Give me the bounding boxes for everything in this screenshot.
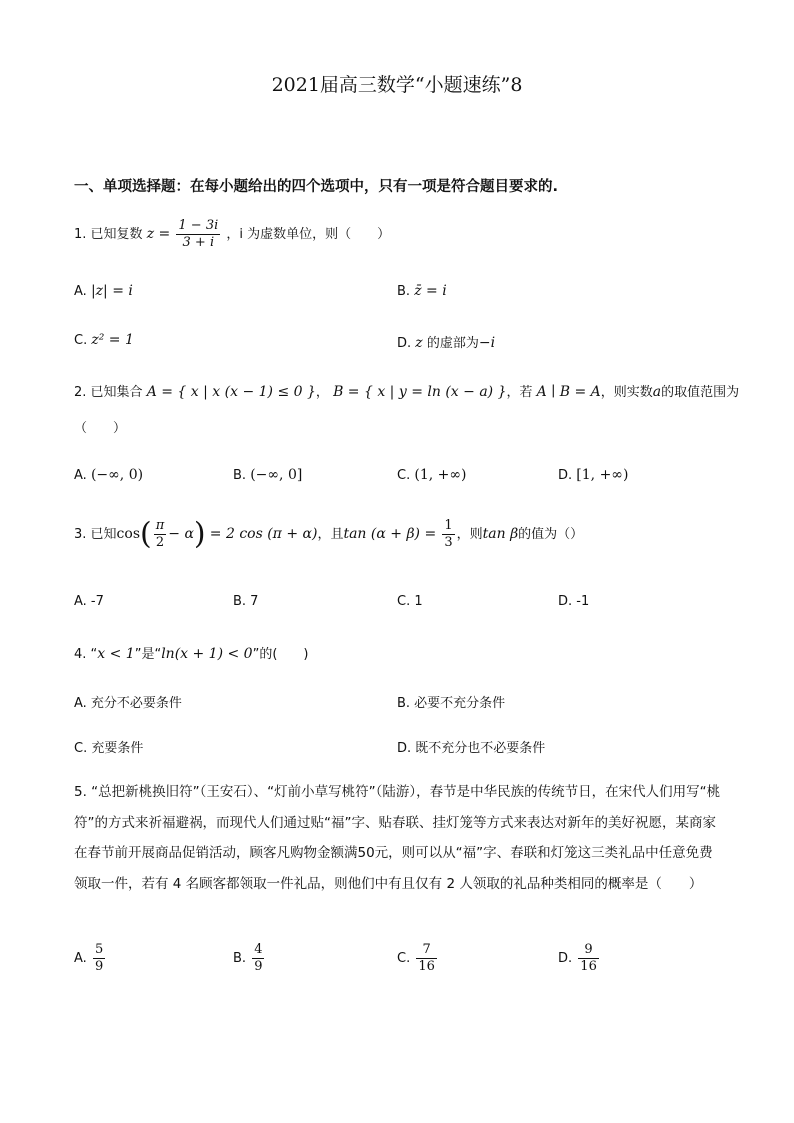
question-4-mid: ”是“ <box>134 647 162 662</box>
question-5-option-c <box>397 942 439 975</box>
question-1-option-b <box>397 283 447 299</box>
section-heading: 一、单项选择题：在每小题给出的四个选项中，只有一项是符合题目要求的. <box>74 179 559 195</box>
option-math: z <box>415 335 423 351</box>
page-title: 2021届高三数学“小题速练”8 <box>271 74 523 96</box>
question-1-fraction <box>176 218 220 251</box>
question-3-pi-fraction <box>154 518 167 551</box>
question-1-suffix: ，i 为虚数单位，则（ ） <box>226 227 391 242</box>
question-5-option-d <box>558 942 601 975</box>
question-4-option-a: A. 充分不必要条件 <box>74 696 182 711</box>
paren-right: ) <box>193 516 206 552</box>
option-fraction <box>578 942 599 975</box>
question-3-mid2: ，则 <box>456 527 483 542</box>
question-3-mid: ，且 <box>317 527 344 542</box>
question-1-option-a <box>74 283 133 299</box>
question-2-suffix: 的取值范围为 <box>661 385 740 400</box>
fraction-numerator: 9 <box>578 942 599 959</box>
option-label: B. <box>397 284 411 299</box>
question-3-cos: cos <box>116 526 141 542</box>
question-2-paren: （ ） <box>74 421 127 436</box>
fraction-denominator: 3 <box>444 535 453 550</box>
question-5-option-a <box>74 942 107 975</box>
option-math: (−∞, 0) <box>90 467 144 483</box>
question-3-stem <box>74 518 583 551</box>
question-2-set-a: A = { x | x (x − 1) ≤ 0 } <box>146 384 316 400</box>
question-2-prefix: 2. 已知集合 <box>74 385 143 400</box>
paren-left: ( <box>140 516 152 552</box>
question-2-set-b: B = { x | y = ln (x − a) } <box>333 384 507 400</box>
option-label: C. <box>74 333 88 348</box>
option-label: C. <box>397 468 411 483</box>
option-math: [1, +∞) <box>576 467 629 483</box>
fraction-numerator: 5 <box>94 942 104 957</box>
question-3-rhs: = 2 cos (π + α) <box>209 526 318 542</box>
question-1-stem <box>74 218 390 251</box>
fraction-denominator: 2 <box>155 535 165 550</box>
question-2-condition: A ∣ B = A <box>536 384 601 400</box>
option-label: D. <box>558 951 573 966</box>
question-3-option-a: A. -7 <box>74 594 104 609</box>
fraction-denominator: 9 <box>94 959 104 974</box>
fraction-numerator: 7 <box>416 942 437 959</box>
question-4-cond-2: ln(x + 1) < 0 <box>161 646 253 662</box>
question-3-tan: tan (α + β) = <box>343 526 437 542</box>
option-math: (−∞, 0] <box>250 467 303 483</box>
question-1-prefix: 1. 已知复数 <box>74 227 143 242</box>
question-1-numerator: 1 − 3i <box>178 218 219 233</box>
option-label: A. <box>74 284 87 299</box>
fraction-numerator: 4 <box>254 942 263 957</box>
question-3-suffix: 的值为（） <box>518 527 584 542</box>
question-2-option-b <box>233 467 302 483</box>
question-4-option-c: C. 充要条件 <box>74 741 144 756</box>
fraction-denominator: 16 <box>418 959 435 974</box>
question-3-minus-alpha: − α <box>168 526 194 542</box>
question-1-lhs: z = <box>146 226 171 242</box>
question-2-stem <box>74 381 739 400</box>
question-1-option-c <box>74 332 134 348</box>
fraction-denominator: 16 <box>580 959 597 974</box>
option-label: D. <box>558 468 573 483</box>
option-label: B. <box>233 951 247 966</box>
question-4-option-b: B. 必要不充分条件 <box>397 696 506 711</box>
question-4-stem <box>74 643 308 662</box>
option-text: 的虚部为 <box>426 336 479 351</box>
option-math: −i <box>478 335 496 351</box>
question-3-prefix: 3. 已知 <box>74 527 117 542</box>
question-2-var: a <box>652 384 662 400</box>
question-4-option-d: D. 既不充分也不必要条件 <box>397 741 546 756</box>
question-2-sep: ， <box>315 385 329 400</box>
question-1-option-d <box>397 332 495 351</box>
question-2-option-a <box>74 467 143 483</box>
question-5-stem: 5. “总把新桃换旧符”（王安石）、“灯前小草写桃符”（陆游），春节是中华民族的传统节日，在宋代人们用写“桃符”的方式来祈福避祸，而现代人们通过贴“福”字、贴春联、挂灯笼等方式来表达对新年的美好祝愿，某商家在春节前开展商品促销活动，顾客凡购物金额满50元，则可以从“福”字、春联和灯笼这三类礼品中任意免费领取一件，若有 4 名顾客都领取一件礼品，则他们中有且仅有 2 人领取的礼品种类相同的概率是（ ） <box>74 784 721 892</box>
option-math: (1, +∞) <box>414 467 467 483</box>
fraction-numerator: π <box>155 518 165 533</box>
question-1-denominator: 3 + i <box>182 235 215 250</box>
question-3-tan-beta: tan β <box>482 526 519 542</box>
option-math: z̄ = i <box>414 283 447 299</box>
question-3-option-b: B. 7 <box>233 594 259 609</box>
question-5-option-b <box>233 942 266 975</box>
question-2-option-d <box>558 467 628 483</box>
option-fraction <box>416 942 437 975</box>
option-fraction <box>252 942 264 975</box>
question-3-third-fraction <box>442 518 454 551</box>
question-4-cond-1: x < 1 <box>97 646 135 662</box>
question-2-mid: ，若 <box>506 385 533 400</box>
fraction-denominator: 9 <box>254 959 263 974</box>
option-math: z² = 1 <box>91 332 134 348</box>
option-label: A. <box>74 468 87 483</box>
option-fraction <box>93 942 105 975</box>
question-2-option-c <box>397 467 466 483</box>
option-label: D. <box>397 336 412 351</box>
option-label: C. <box>397 951 411 966</box>
question-3-option-d: D. -1 <box>558 594 590 609</box>
question-3-option-c: C. 1 <box>397 594 423 609</box>
question-2-mid2: ，则实数 <box>600 385 653 400</box>
fraction-numerator: 1 <box>444 518 453 533</box>
question-4-suffix: ”的( ) <box>252 647 309 662</box>
option-label: B. <box>233 468 247 483</box>
option-label: A. <box>74 951 87 966</box>
question-4-prefix: 4. “ <box>74 647 98 662</box>
option-math: |z| = i <box>90 283 133 299</box>
